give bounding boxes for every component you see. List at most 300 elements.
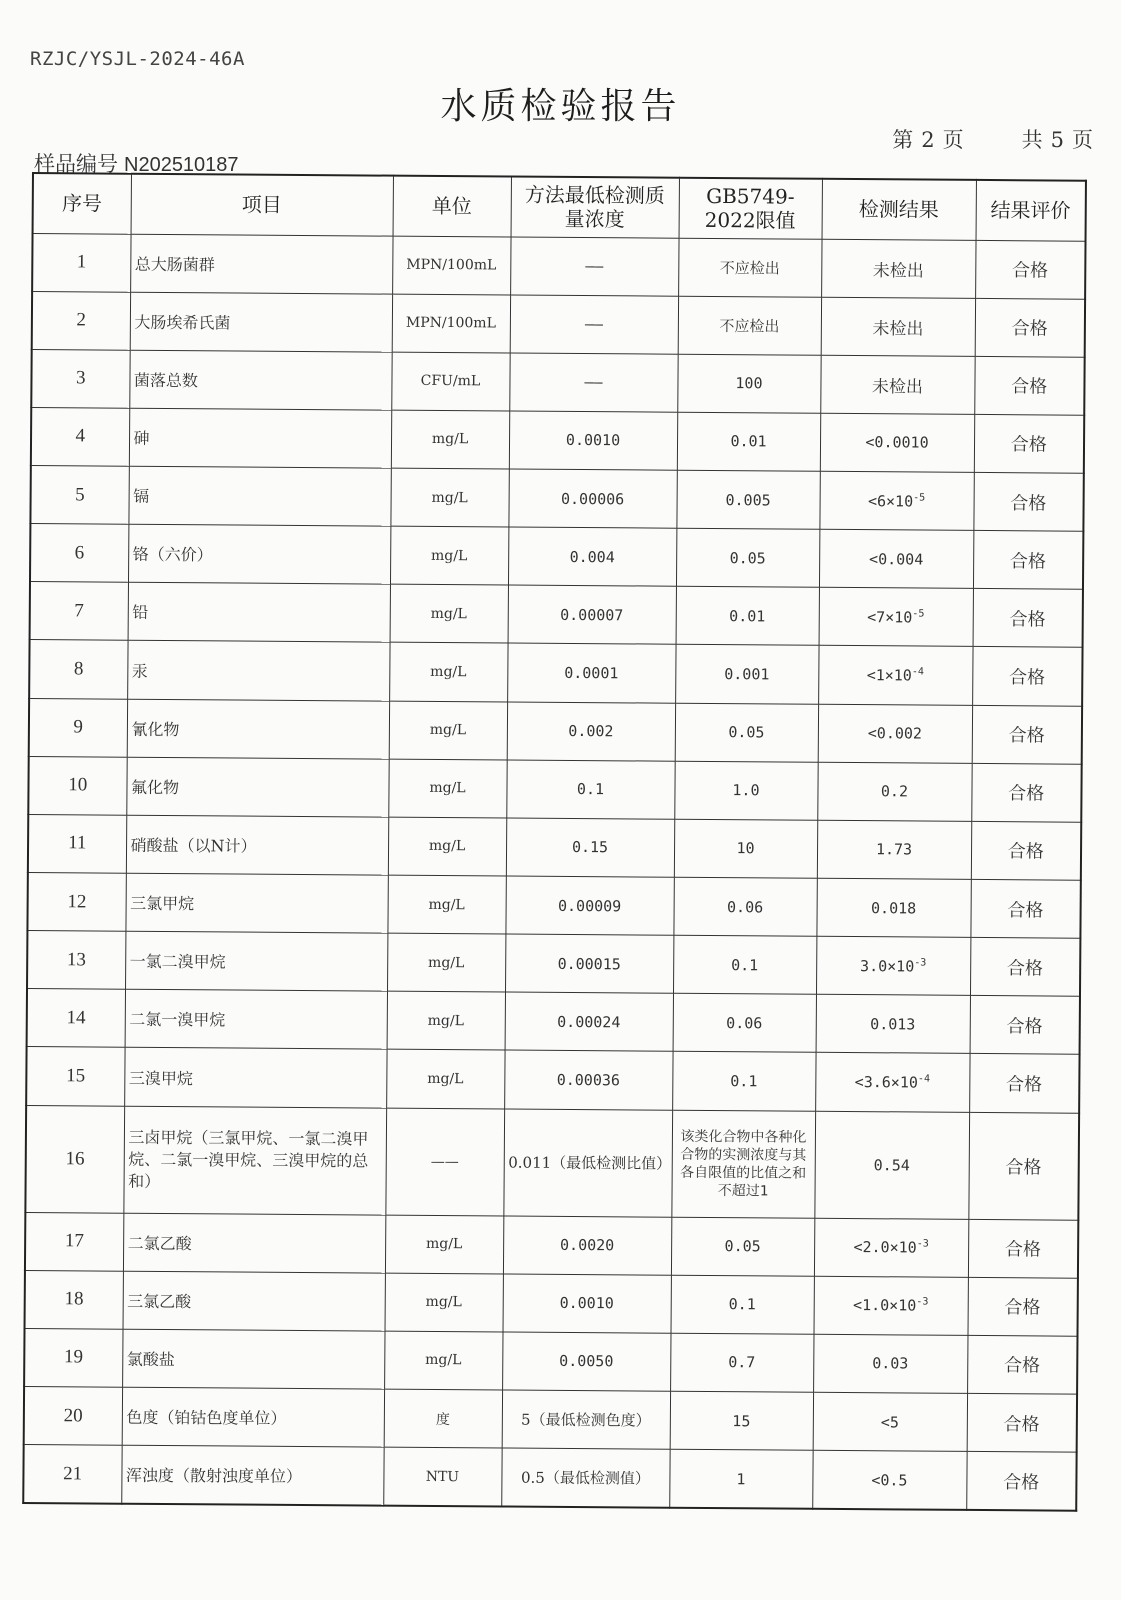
row-result-text: 0.018	[870, 898, 917, 918]
row-index-text: 18	[64, 1288, 84, 1310]
table-row	[32, 233, 1085, 299]
row-item	[122, 1329, 384, 1389]
row-index	[27, 873, 125, 932]
row-index	[32, 291, 130, 350]
row-unit	[384, 1331, 502, 1390]
row-evaluation-text: 合格	[1007, 899, 1044, 922]
row-unit-text: mg/L	[427, 1012, 464, 1030]
row-index	[27, 931, 125, 990]
row-result	[816, 936, 970, 995]
row-item-text: 浑浊度（散射浊度单位）	[125, 1465, 303, 1487]
row-item	[128, 466, 390, 526]
table-row	[29, 698, 1082, 764]
row-index-text: 7	[74, 600, 84, 622]
row-evaluation-text: 合格	[1008, 667, 1046, 689]
row-index-text: 5	[75, 483, 85, 506]
row-limit-text: 不应检出	[719, 316, 780, 336]
row-unit-text: mg/L	[429, 722, 467, 739]
row-unit-text: mg/L	[431, 489, 468, 506]
row-unit-text: mg/L	[425, 1294, 462, 1311]
row-evaluation	[974, 356, 1084, 415]
row-mdl-text: 0.00024	[557, 1012, 621, 1032]
row-limit	[675, 703, 818, 762]
row-result-exponent: -3	[916, 1296, 929, 1308]
row-item-text: 二氯一溴甲烷	[129, 1010, 226, 1030]
row-unit	[388, 759, 506, 818]
row-item-text: 总大肠菌群	[134, 254, 215, 274]
row-result-text: <0.002	[867, 724, 923, 743]
row-mdl	[502, 1390, 670, 1449]
row-result	[817, 820, 971, 879]
col-header-limit: GB5749-2022限值	[679, 178, 822, 239]
table-row	[31, 407, 1084, 473]
page-indicator	[888, 124, 1097, 154]
table-row	[25, 1212, 1078, 1278]
row-mdl	[510, 237, 678, 296]
row-item-text: 三卤甲烷（三氯甲烷、一氯二溴甲烷、二氯一溴甲烷、三溴甲烷的总和）	[128, 1127, 369, 1191]
row-result	[818, 704, 972, 763]
row-index-text: 11	[68, 832, 87, 854]
row-result-text: 0.03	[872, 1354, 909, 1373]
row-mdl-text: 0.0020	[559, 1236, 615, 1255]
row-index	[26, 1047, 124, 1106]
col-header-result: 检测结果	[822, 179, 976, 240]
row-evaluation	[975, 298, 1085, 357]
row-item-text: 硝酸盐（以N计）	[130, 835, 257, 856]
row-mdl	[503, 1109, 672, 1217]
row-result-text: <7×10	[867, 608, 913, 627]
row-mdl	[501, 1448, 669, 1508]
row-evaluation	[972, 647, 1082, 706]
row-unit	[385, 1215, 503, 1274]
row-mdl-text: ——	[584, 315, 603, 334]
row-unit	[390, 526, 508, 585]
row-unit	[390, 584, 508, 643]
row-result-text: <1×10	[866, 666, 912, 685]
row-item-text: 大肠埃希氏菌	[134, 312, 231, 333]
row-evaluation	[969, 1054, 1079, 1113]
row-index-text: 2	[76, 309, 86, 331]
row-result	[813, 1392, 967, 1451]
page-total-prefix: 共	[1021, 128, 1043, 152]
row-limit-text: 0.05	[724, 1237, 761, 1256]
row-evaluation	[967, 1277, 1077, 1336]
row-evaluation-text: 合格	[1004, 1239, 1041, 1261]
row-limit	[673, 935, 816, 994]
row-limit	[676, 528, 819, 587]
row-index-text: 6	[74, 542, 85, 564]
row-item	[125, 990, 387, 1050]
row-index-text: 14	[66, 1007, 86, 1029]
row-item-text: 二氯乙酸	[127, 1233, 192, 1253]
results-body	[23, 233, 1085, 1511]
row-index-text: 12	[67, 890, 87, 913]
row-result-text: 1.73	[875, 840, 913, 859]
row-limit	[669, 1449, 812, 1508]
row-mdl-text: 0.00006	[560, 489, 625, 508]
row-item-text: 色度（铂钴色度单位）	[126, 1407, 287, 1429]
table-row	[31, 349, 1084, 415]
row-result	[819, 471, 973, 530]
table-row	[30, 582, 1083, 648]
row-limit	[676, 470, 819, 529]
row-result-exponent: -4	[911, 666, 924, 678]
row-unit	[387, 933, 505, 992]
row-evaluation	[970, 996, 1080, 1055]
row-index	[25, 1270, 123, 1329]
row-limit-text: 0.05	[729, 548, 766, 568]
row-limit	[674, 819, 817, 878]
row-limit-text: 0.1	[731, 955, 759, 975]
row-evaluation	[966, 1452, 1076, 1511]
row-index	[23, 1445, 121, 1504]
row-result-exponent: -4	[917, 1073, 931, 1085]
row-mdl-text: 0.0050	[559, 1352, 614, 1371]
row-index	[29, 698, 127, 757]
row-item	[129, 408, 391, 468]
page-prefix: 第	[892, 128, 914, 152]
row-limit-text: 0.01	[729, 607, 766, 626]
row-result	[814, 1111, 969, 1219]
row-evaluation	[975, 240, 1085, 299]
table-row	[27, 989, 1080, 1055]
table-row	[28, 814, 1081, 880]
row-unit-text: mg/L	[425, 1352, 462, 1369]
table-row	[32, 291, 1085, 357]
row-evaluation-text: 合格	[1006, 1074, 1043, 1096]
row-limit	[673, 994, 816, 1053]
row-unit	[392, 294, 510, 353]
table-row	[24, 1387, 1077, 1453]
table-row	[24, 1328, 1077, 1394]
row-unit-text: NTU	[425, 1468, 460, 1485]
row-evaluation-text: 合格	[1003, 1355, 1041, 1377]
row-evaluation-text: 合格	[1006, 1016, 1043, 1038]
sample-label: 样品编号	[34, 152, 118, 176]
row-index	[29, 640, 127, 699]
row-evaluation	[968, 1219, 1078, 1278]
row-mdl-text: 0.0010	[565, 431, 621, 450]
row-mdl-text: 0.0001	[564, 663, 619, 683]
row-index	[30, 582, 128, 641]
table-row	[23, 1445, 1076, 1511]
row-limit	[677, 412, 820, 471]
table-row	[27, 873, 1080, 939]
row-unit	[391, 352, 509, 411]
row-item	[130, 292, 392, 352]
row-result-exponent: -5	[912, 608, 925, 620]
row-result-text: <0.004	[869, 549, 924, 569]
row-result	[819, 529, 973, 588]
row-evaluation-text: 合格	[1008, 725, 1045, 747]
row-item	[123, 1271, 385, 1331]
row-unit-text: mg/L	[429, 780, 466, 797]
row-index	[31, 407, 129, 466]
row-unit	[383, 1447, 501, 1506]
row-index	[28, 756, 126, 815]
page-total-unit: 页	[1072, 128, 1093, 152]
row-index-text: 10	[68, 774, 88, 796]
row-result-text: 0.54	[873, 1155, 910, 1175]
row-mdl	[508, 527, 676, 586]
row-mdl-text: 0.00007	[560, 605, 624, 625]
row-item-text: 三氯乙酸	[127, 1291, 192, 1312]
row-mdl	[507, 643, 675, 702]
row-mdl-text: 0.002	[568, 722, 614, 741]
row-result	[818, 646, 972, 705]
row-item-text: 氟化物	[130, 777, 180, 797]
table-row	[30, 466, 1083, 532]
row-evaluation-text: 合格	[1007, 841, 1044, 863]
row-mdl	[509, 411, 677, 470]
row-limit-text: 10	[736, 839, 755, 858]
row-item-text: 一氯二溴甲烷	[129, 951, 226, 972]
page-current: 2	[921, 128, 935, 152]
row-mdl-text: 0.0010	[559, 1294, 614, 1313]
table-row	[25, 1270, 1078, 1336]
col-header-index: 序号	[33, 173, 131, 234]
row-item	[129, 350, 391, 410]
row-item	[123, 1213, 385, 1273]
row-unit	[386, 1050, 504, 1109]
row-limit-text: 0.01	[730, 432, 767, 451]
row-result-text: <1.0×10	[853, 1296, 917, 1315]
row-unit	[385, 1108, 504, 1216]
row-limit-text: 0.05	[728, 723, 765, 742]
table-row	[29, 640, 1082, 706]
row-evaluation	[968, 1112, 1079, 1220]
row-limit-text: 0.001	[724, 665, 770, 684]
row-item	[128, 583, 390, 643]
row-evaluation-text: 合格	[1009, 550, 1046, 573]
document-code: RZJC/YSJL-2024-46A	[30, 48, 245, 70]
row-result-text: 未检出	[872, 318, 924, 340]
row-limit	[671, 1217, 814, 1276]
row-index	[32, 233, 130, 292]
row-item-text: 镉	[133, 486, 150, 506]
row-result-exponent: -5	[913, 492, 926, 504]
row-index	[31, 349, 129, 408]
row-mdl	[504, 1050, 672, 1109]
row-unit-text: mg/L	[428, 954, 465, 971]
row-limit-text: 15	[732, 1411, 751, 1430]
row-result	[816, 995, 970, 1054]
row-limit-text: 0.1	[728, 1295, 756, 1314]
row-result	[821, 297, 975, 356]
row-item	[125, 931, 387, 991]
row-result	[821, 239, 975, 298]
row-result-text: <2.0×10	[853, 1238, 917, 1257]
row-item-text: 三溴甲烷	[128, 1068, 193, 1088]
row-item	[126, 815, 388, 875]
col-header-unit: 单位	[393, 176, 511, 237]
row-limit-text: 1.0	[732, 781, 760, 800]
row-mdl-text: 0.1	[576, 780, 605, 799]
row-evaluation-text: 合格	[1010, 492, 1047, 515]
row-limit-text: 不应检出	[719, 258, 780, 278]
col-header-mdl: 方法最低检测质量浓度	[511, 177, 679, 238]
row-unit	[389, 643, 507, 702]
row-limit	[671, 1110, 815, 1218]
row-mdl-text: ——	[585, 257, 604, 276]
row-index	[27, 989, 125, 1048]
row-item-text: 铬（六价）	[132, 545, 213, 565]
row-mdl	[505, 934, 673, 993]
row-limit	[676, 587, 819, 646]
row-mdl-text: 0.011（最低检测比值）	[508, 1153, 672, 1173]
row-item-text: 铅	[132, 603, 149, 623]
row-result-text: <3.6×10	[854, 1073, 918, 1092]
row-unit-text: mg/L	[428, 838, 466, 855]
table-row	[30, 524, 1083, 590]
row-index-text: 4	[75, 425, 86, 447]
row-result	[820, 413, 974, 472]
row-result-text: 0.013	[870, 1015, 916, 1034]
col-header-item: 项目	[131, 174, 393, 236]
row-evaluation	[972, 705, 1082, 764]
table-row	[26, 1047, 1079, 1113]
row-item	[125, 873, 387, 933]
row-limit	[670, 1391, 813, 1450]
row-mdl	[509, 353, 677, 412]
row-item	[126, 757, 388, 817]
row-result-text: <0.0010	[865, 433, 929, 453]
row-item	[130, 234, 392, 294]
row-evaluation	[970, 938, 1080, 997]
row-evaluation	[974, 414, 1084, 473]
row-unit	[387, 991, 505, 1050]
row-result	[814, 1218, 968, 1277]
row-unit	[389, 701, 507, 760]
table-row	[27, 931, 1080, 997]
row-limit-text: 0.06	[727, 897, 764, 916]
row-index-text: 16	[65, 1147, 85, 1170]
row-unit	[391, 410, 509, 469]
row-result	[816, 878, 970, 937]
row-limit	[673, 877, 816, 936]
row-index	[28, 814, 126, 873]
row-limit	[678, 296, 821, 355]
results-table	[22, 172, 1087, 1512]
row-limit	[672, 1052, 815, 1111]
row-result-exponent: -3	[914, 957, 927, 969]
row-result-text: 未检出	[872, 260, 924, 282]
row-evaluation	[971, 763, 1081, 822]
row-mdl	[506, 818, 674, 877]
row-evaluation-text: 合格	[1004, 1297, 1041, 1319]
row-mdl	[506, 760, 674, 819]
row-result	[819, 588, 973, 647]
row-item	[124, 1048, 386, 1108]
row-index-text: 3	[75, 367, 86, 389]
row-evaluation-text: 合格	[1003, 1471, 1040, 1494]
sample-value: N202510187	[124, 154, 239, 176]
row-index-text: 19	[63, 1346, 84, 1368]
row-mdl-text: 5（最低检测色度）	[521, 1410, 651, 1430]
row-mdl-text: 0.00009	[557, 896, 622, 915]
row-unit-text: ——	[430, 1153, 459, 1170]
row-item	[121, 1445, 383, 1505]
row-evaluation	[973, 589, 1083, 648]
row-limit-text: 1	[736, 1469, 746, 1488]
row-unit	[384, 1389, 502, 1448]
row-unit-text: mg/L	[431, 431, 469, 448]
row-index	[30, 466, 128, 525]
row-item-text: 砷	[133, 428, 150, 448]
page-current-unit: 页	[942, 128, 964, 152]
row-unit-text: mg/L	[427, 1070, 464, 1088]
row-unit-text: mg/L	[430, 605, 467, 623]
row-mdl	[510, 295, 678, 354]
report-title: 水质检验报告	[440, 86, 681, 127]
row-mdl	[502, 1332, 670, 1391]
row-evaluation-text: 合格	[1006, 957, 1044, 980]
row-index	[25, 1212, 123, 1271]
row-index	[30, 524, 128, 583]
row-limit-text: 该类化合物中各种化合物的实测浓度与其各自限值的比值之和不超过1	[680, 1128, 807, 1200]
table-row	[28, 756, 1081, 822]
row-mdl	[507, 702, 675, 761]
row-limit-text: 0.7	[728, 1353, 756, 1372]
row-mdl-text: 0.004	[569, 547, 615, 567]
row-limit	[671, 1275, 814, 1334]
row-result-text: <6×10	[867, 491, 914, 511]
row-mdl	[508, 469, 676, 528]
row-limit	[675, 645, 818, 704]
page-total: 5	[1050, 128, 1064, 152]
row-index-text: 9	[73, 716, 84, 738]
row-evaluation	[973, 531, 1083, 590]
row-index-text: 20	[63, 1404, 83, 1427]
row-unit-text: mg/L	[430, 547, 468, 564]
row-item-text: 氰化物	[131, 719, 180, 739]
row-evaluation-text: 合格	[1011, 318, 1048, 340]
row-unit	[392, 236, 510, 295]
row-unit	[390, 468, 508, 527]
row-result-exponent: -3	[916, 1238, 929, 1250]
row-evaluation-text: 合格	[1009, 609, 1046, 631]
row-mdl	[503, 1216, 671, 1275]
row-result-text: <0.5	[871, 1470, 908, 1490]
row-limit-text: 100	[735, 374, 763, 393]
row-evaluation-text: 合格	[1010, 434, 1047, 456]
row-result-text: 未检出	[871, 377, 924, 398]
row-mdl-text: 0.5（最低检测值）	[520, 1468, 650, 1488]
row-evaluation-text: 合格	[1011, 260, 1049, 282]
row-mdl	[508, 585, 676, 644]
row-evaluation	[967, 1393, 1077, 1452]
row-item-text: 菌落总数	[133, 370, 199, 391]
row-index-text: 1	[76, 251, 87, 273]
row-mdl	[505, 876, 673, 935]
col-header-evaluation: 结果评价	[976, 180, 1086, 241]
row-unit	[385, 1273, 503, 1332]
row-evaluation	[967, 1335, 1077, 1394]
row-limit	[677, 354, 820, 413]
row-index-text: 13	[66, 949, 87, 971]
row-result	[812, 1450, 966, 1509]
row-unit-text: mg/L	[425, 1236, 463, 1253]
row-item	[127, 641, 389, 701]
row-unit-text: MPN/100mL	[406, 256, 497, 274]
row-mdl-text: 0.00036	[556, 1070, 621, 1090]
row-evaluation-text: 合格	[1008, 783, 1045, 805]
row-evaluation	[971, 821, 1081, 880]
row-evaluation-text: 合格	[1005, 1156, 1042, 1179]
row-result	[815, 1053, 969, 1112]
row-unit	[388, 817, 506, 876]
row-mdl-text: ——	[584, 373, 603, 392]
